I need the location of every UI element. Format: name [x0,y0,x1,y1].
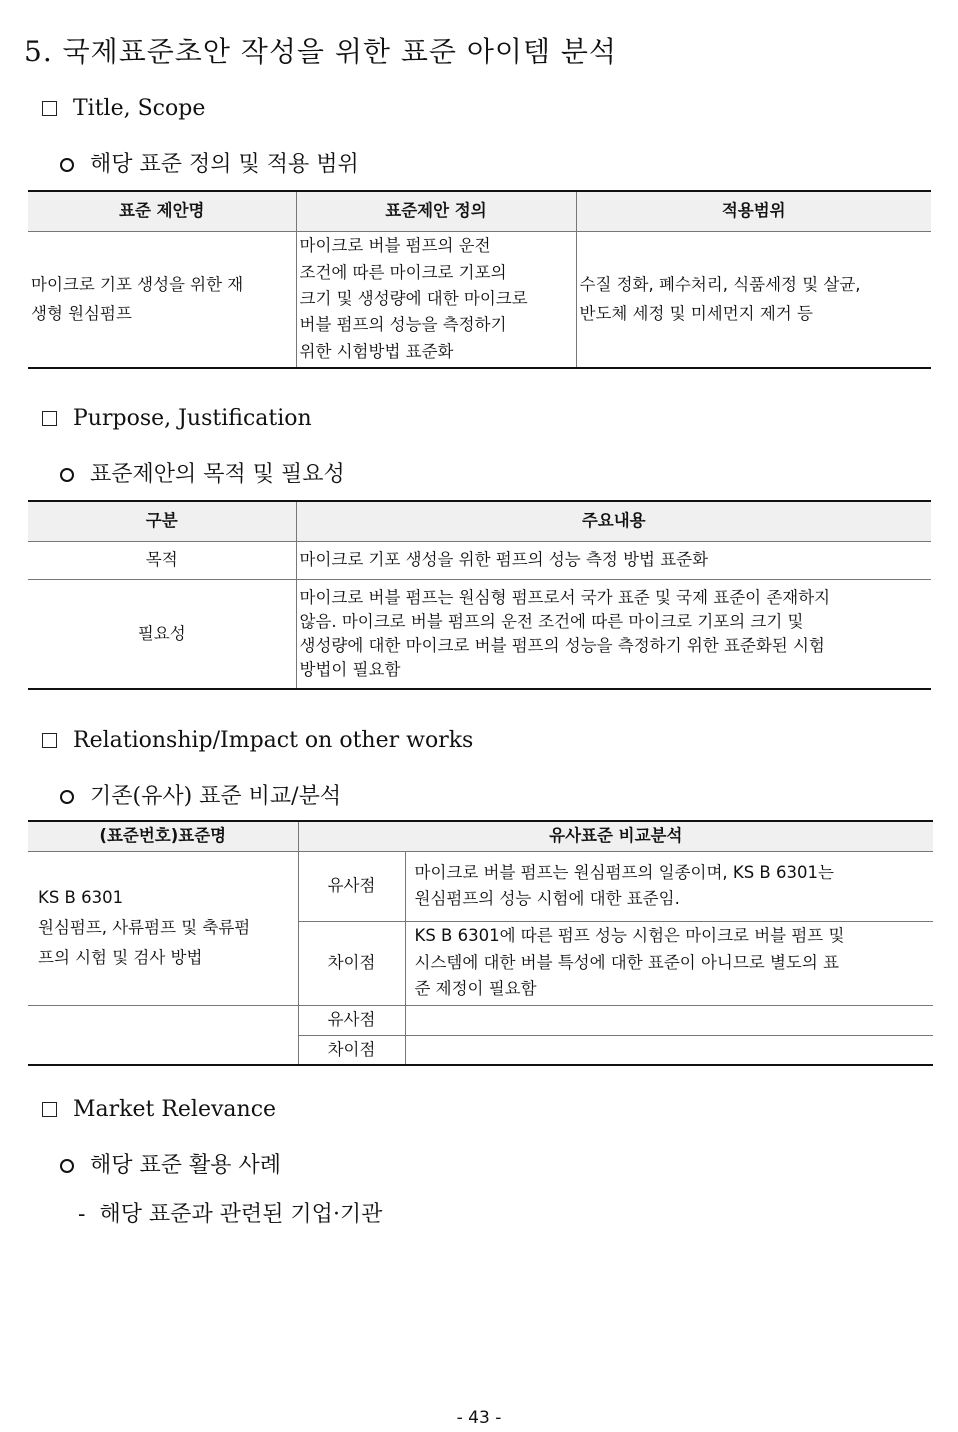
comparison-table [28,820,933,1066]
related-organizations-item: - 해당 표준과 관련된 기업·기관 [78,1202,383,1227]
subheading-use-cases: 해당 표준 활용 사례 [60,1148,281,1179]
empty-standard-cell [28,1005,298,1065]
circle-bullet-icon [60,468,74,482]
page-number: - 43 - [456,1408,502,1428]
section-heading-relationship: Relationship/Impact on other works [42,728,473,753]
empty-similar-label: 유사점 [298,1005,405,1035]
empty-similar-content [405,1005,933,1035]
checkbox-square-icon [42,101,57,116]
subheading-comparison: 기존(유사) 표준 비교/분석 [60,779,341,810]
circle-bullet-icon [60,1159,74,1173]
circle-bullet-icon [60,790,74,804]
subheading-purpose-need: 표준제안의 목적 및 필요성 [60,457,345,488]
proposal-name-cell: 마이크로 기포 생성을 위한 재 생형 원심펌프 [28,231,296,368]
header-proposal-name: 표준 제안명 [28,191,296,231]
page-title: 5. 국제표준초안 작성을 위한 표준 아이템 분석 [24,35,617,68]
dash-bullet: - [78,1202,86,1227]
empty-difference-label: 차이점 [298,1035,405,1065]
checkbox-square-icon [42,411,57,426]
header-main-content: 주요내용 [296,501,931,541]
header-proposal-definition: 표준제안 정의 [296,191,576,231]
header-comparison: 유사표준 비교분석 [298,821,933,851]
checkbox-square-icon [42,1102,57,1117]
subheading-definition-scope: 해당 표준 정의 및 적용 범위 [60,147,359,178]
header-scope: 적용범위 [576,191,931,231]
section-heading-market: Market Relevance [42,1097,276,1122]
difference-content: KS B 6301에 따른 펌프 성능 시험은 마이크로 버블 펌프 및 시스템에 대한 버블 특성에 대한 표준이 아니므로 별도의 표 준 제정이 필요함 [405,921,933,1005]
need-content: 마이크로 버블 펌프는 원심형 펌프로서 국가 표준 및 국제 표준이 존재하지 않음. 마이크로 버블 펌프의 운전 조건에 따른 마이크로 기포의 크기 및 생성량에 대한 마이크로 버블 펌프의 성능을 측정하기 위한 표준화된 시험 방법이 필요함 [296,579,931,689]
section-heading-purpose: Purpose, Justification [42,406,312,431]
section-heading-title-scope: Title, Scope [42,96,205,121]
purpose-label: 목적 [28,541,296,579]
purpose-table [28,500,931,690]
header-category: 구분 [28,501,296,541]
need-label: 필요성 [28,579,296,689]
header-standard-name: (표준번호)표준명 [28,821,298,851]
standard-name-cell: KS B 6301 원심펌프, 사류펌프 및 축류펌 프의 시험 및 검사 방법 [28,851,298,1005]
purpose-content: 마이크로 기포 생성을 위한 펌프의 성능 측정 방법 표준화 [296,541,931,579]
similar-content: 마이크로 버블 펌프는 원심펌프의 일종이며, KS B 6301는 원심펌프의 성능 시험에 대한 표준임. [405,851,933,921]
difference-label: 차이점 [298,921,405,1005]
circle-bullet-icon [60,158,74,172]
checkbox-square-icon [42,733,57,748]
proposal-definition-cell: 마이크로 버블 펌프의 운전 조건에 따른 마이크로 기포의 크기 및 생성량에 대한 마이크로 버블 펌프의 성능을 측정하기 위한 시험방법 표준화 [296,231,576,368]
definition-scope-table [28,190,931,369]
empty-difference-content [405,1035,933,1065]
scope-cell: 수질 정화, 폐수처리, 식품세정 및 살균, 반도체 세정 및 미세먼지 제거 등 [576,231,931,368]
similar-label: 유사점 [298,851,405,921]
